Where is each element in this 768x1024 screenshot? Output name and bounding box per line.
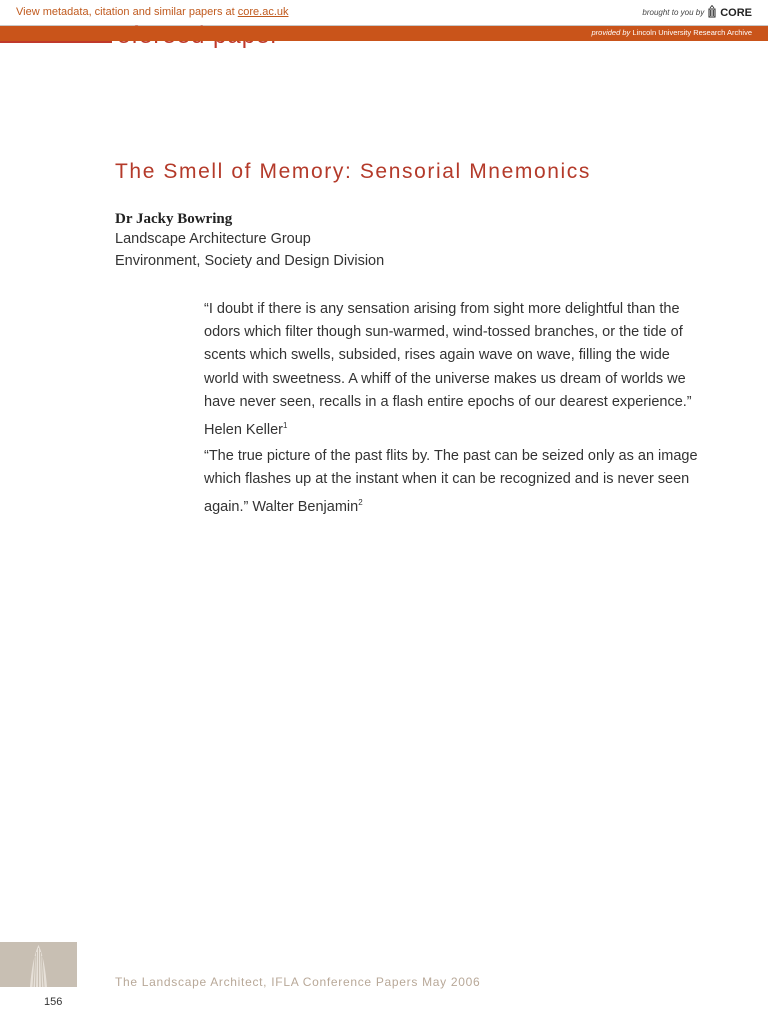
author-name: Dr Jacky Bowring — [115, 211, 233, 227]
metadata-notice — [16, 6, 289, 18]
brought-to-you-by[interactable] — [642, 5, 752, 20]
running-footer: The Landscape Architect, IFLA Conference Papers May 2006 — [115, 975, 481, 989]
metadata-notice-text: View metadata, citation and similar papers at — [16, 6, 238, 18]
footnote-ref[interactable]: 1 — [283, 421, 288, 431]
footnote-ref[interactable]: 2 — [358, 498, 363, 508]
ifla-logo-icon — [0, 942, 77, 987]
affiliation-division: Environment, Society and Design Division — [115, 253, 385, 269]
affiliation-group: Landscape Architecture Group — [115, 231, 311, 247]
quote-attribution: Helen Keller — [204, 421, 283, 438]
core-link[interactable]: core.ac.uk — [237, 6, 289, 18]
provided-by-text[interactable] — [591, 28, 752, 37]
epigraph-quote-1 — [204, 298, 704, 442]
paper-title: The Smell of Memory: Sensorial Mnemonics — [115, 160, 591, 183]
quote-text: “I doubt if there is any sensation arising from sight more delightful than the odors which filter though sun-warmed, wind-tossed branches, or the tide of scents which swells, subsided, rises again wave on wave, filling the wide world with sweetness. A whiff of the universe makes us dream of worlds we have never seen, recalls in a flash entire epochs of our dearest experience.” — [204, 301, 692, 410]
quote-text: “The true picture of the past flits by. The past can be seized only as an image which flashes up at the instant when it can be recognized and is never seen again.” Walter Benjamin — [204, 448, 698, 516]
section-rule — [0, 41, 112, 43]
provided-source: Lincoln University Research Archive — [632, 28, 752, 37]
page-number: 156 — [44, 996, 63, 1008]
core-label: CORE — [720, 6, 752, 19]
provided-by-bar — [0, 26, 768, 41]
brought-text: brought to you by — [642, 8, 705, 17]
core-logo-icon — [707, 5, 717, 20]
epigraph-quote-2 — [204, 445, 704, 519]
provided-prefix: provided by — [591, 28, 631, 37]
